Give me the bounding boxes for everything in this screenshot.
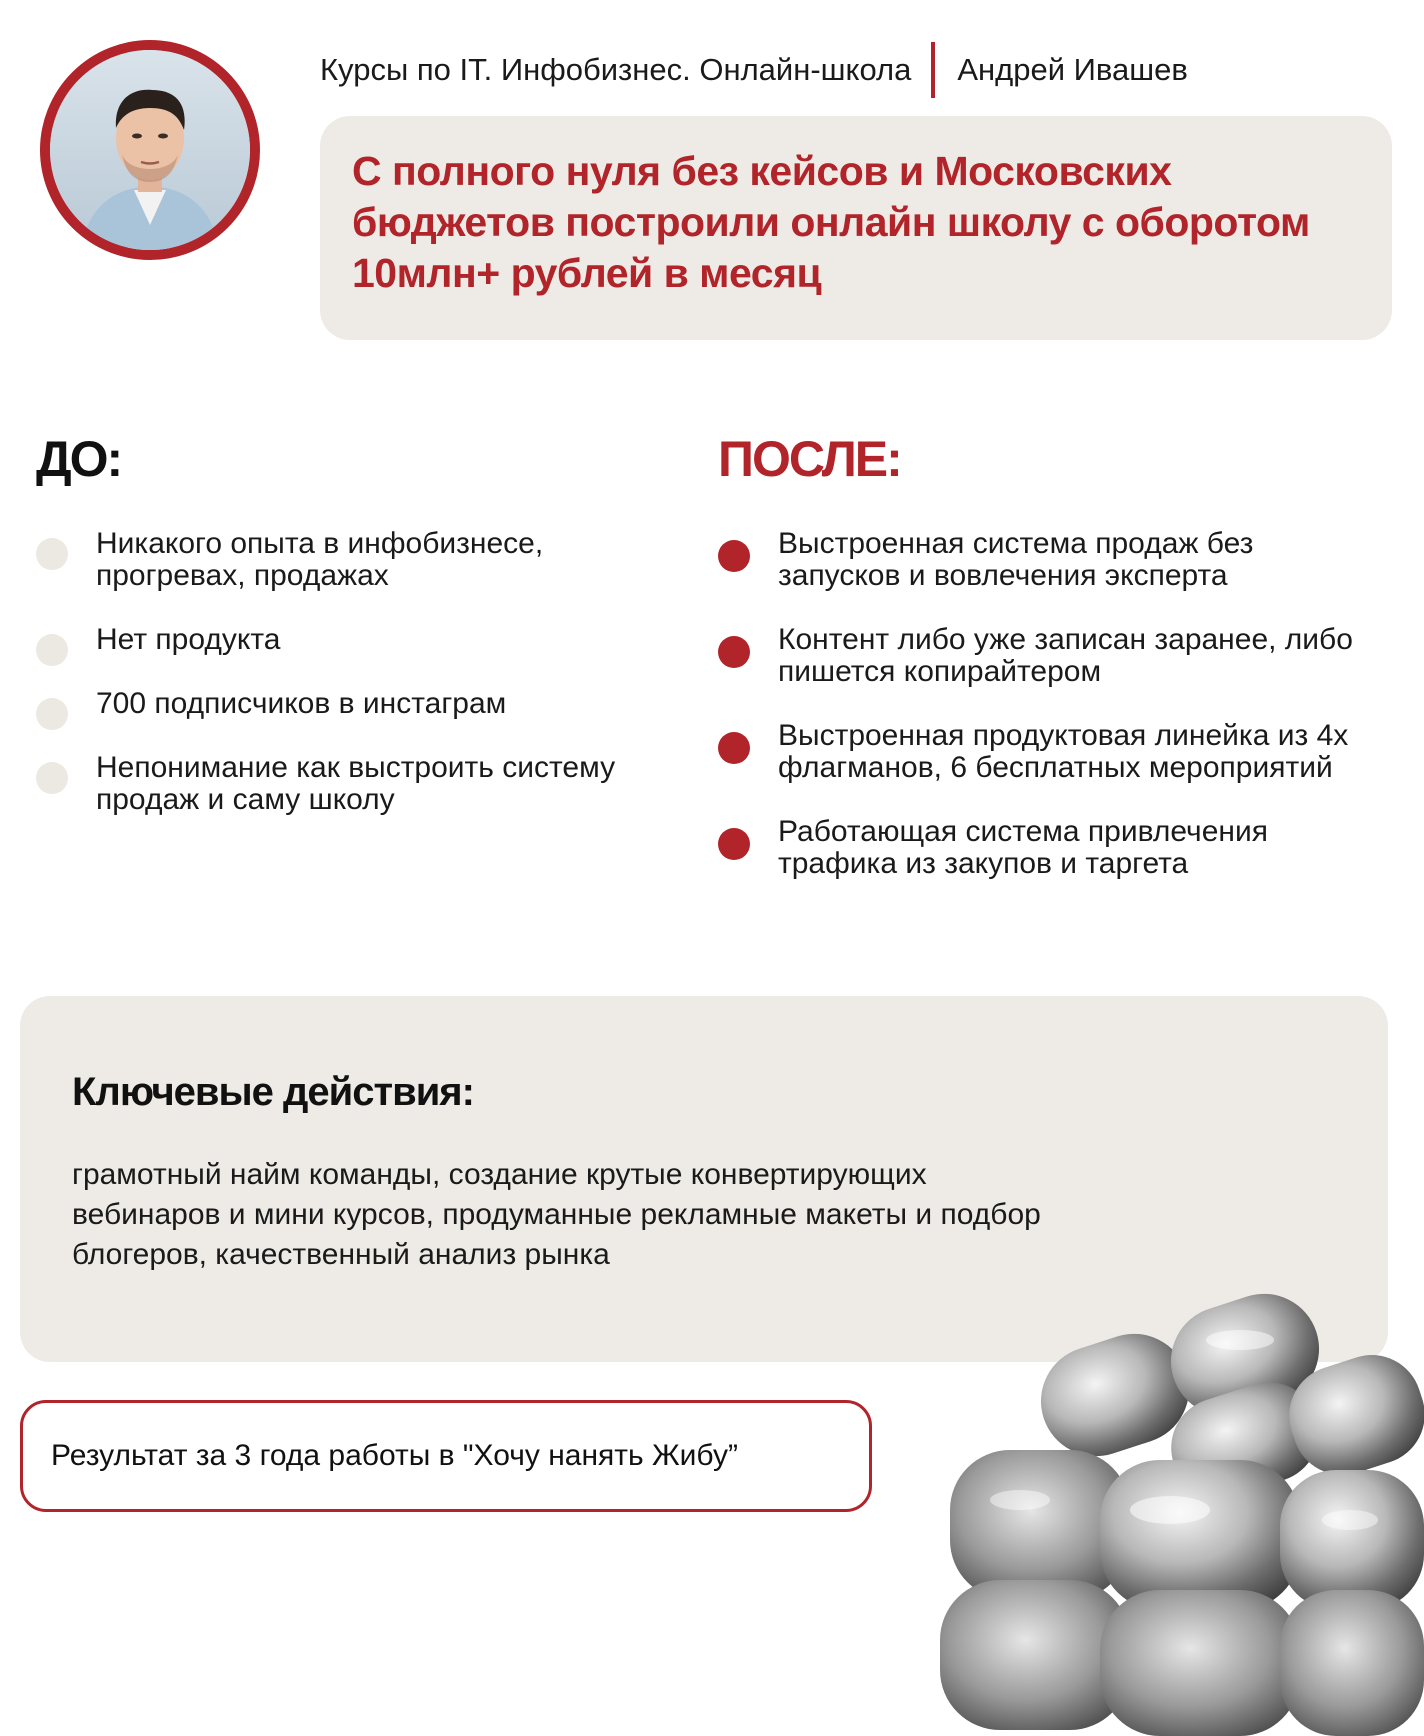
avatar	[40, 40, 260, 260]
bullet-dot-icon	[36, 538, 68, 570]
header-category: Курсы по IT. Инфобизнес. Онлайн-школа	[320, 52, 912, 87]
after-item-text: Контент либо уже записан заранее, либо пишется копирайтером	[778, 623, 1353, 688]
key-actions-title: Ключевые действия:	[72, 1070, 474, 1114]
after-list	[718, 528, 1378, 912]
header	[320, 48, 1188, 92]
headline: С полного нуля без кейсов и Московских бюджетов построили онлайн школу с оборотом 10млн+ рублей в месяц	[352, 148, 1310, 296]
after-item-text: Работающая система привлечения трафика из закупов и таргета	[778, 815, 1268, 880]
before-item-text: Никакого опыта в инфобизнесе, прогревах, продажах	[96, 527, 544, 592]
after-item	[718, 720, 1378, 784]
portrait-photo-icon	[50, 50, 250, 250]
before-item	[36, 688, 676, 720]
before-item	[36, 752, 676, 816]
bullet-dot-icon	[718, 732, 750, 764]
before-title: ДО:	[36, 431, 122, 487]
bullet-dot-icon	[718, 828, 750, 860]
inflated-cube-icon	[920, 1280, 1424, 1736]
result-text: Результат за 3 года работы в "Хочу нанять Жибу”	[51, 1439, 738, 1472]
bullet-dot-icon	[36, 698, 68, 730]
bullet-dot-icon	[718, 540, 750, 572]
header-author: Андрей Ивашев	[957, 52, 1188, 87]
after-item-text: Выстроенная система продаж без запусков и вовлечения эксперта	[778, 527, 1254, 592]
bullet-dot-icon	[36, 634, 68, 666]
before-item-text: Непонимание как выстроить систему продаж и саму школу	[96, 751, 616, 816]
after-item	[718, 816, 1378, 880]
chrome-cube-graphic	[920, 1280, 1424, 1736]
result-box	[20, 1400, 872, 1512]
before-item	[36, 528, 676, 592]
after-item	[718, 624, 1378, 688]
before-item-text: Нет продукта	[96, 623, 281, 656]
before-item	[36, 624, 676, 656]
headline-card	[320, 116, 1392, 340]
key-actions-text: грамотный найм команды, создание крутые конвертирующих вебинаров и мини курсов, продуманные рекламные макеты и подбор блогеров, качественный анализ рынка	[72, 1158, 1041, 1271]
before-list	[36, 528, 676, 848]
after-title: ПОСЛЕ:	[718, 431, 901, 487]
bullet-dot-icon	[36, 762, 68, 794]
before-item-text: 700 подписчиков в инстаграм	[96, 687, 507, 720]
header-divider	[931, 42, 935, 98]
after-item-text: Выстроенная продуктовая линейка из 4х флагманов, 6 бесплатных мероприятий	[778, 719, 1349, 784]
after-item	[718, 528, 1378, 592]
bullet-dot-icon	[718, 636, 750, 668]
